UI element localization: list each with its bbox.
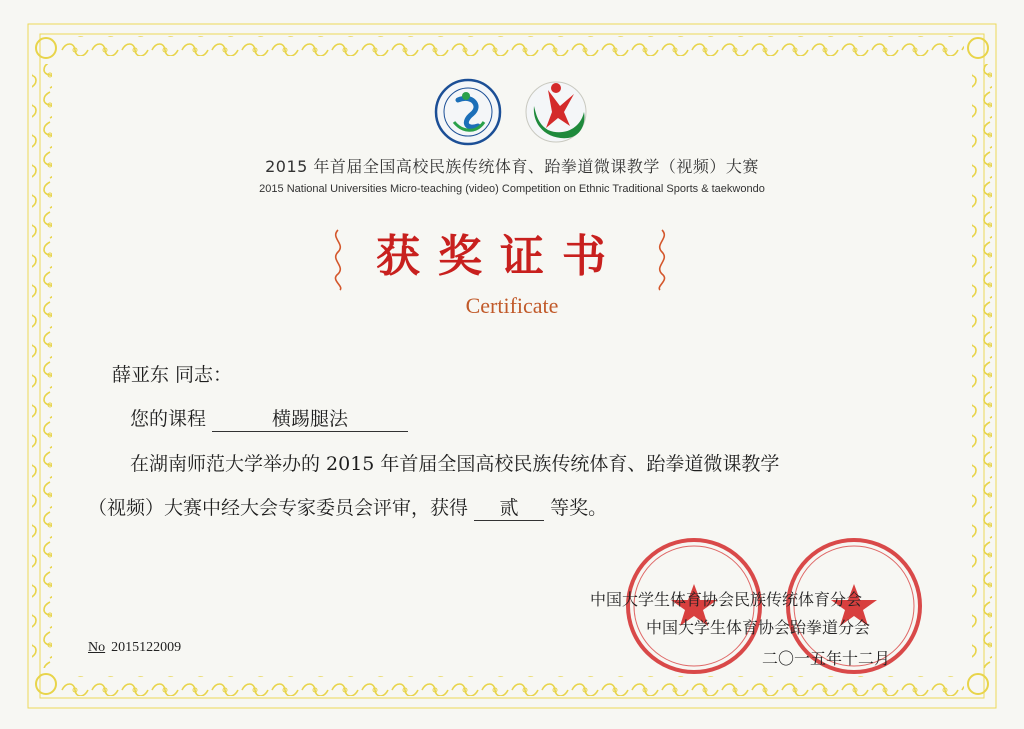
award-paragraph-line1: 在湖南师范大学举办的 2015 年首届全国高校民族传统体育、跆拳道微课教学 — [130, 453, 780, 475]
serial-value: 2015122009 — [111, 640, 182, 655]
serial-number — [88, 640, 181, 656]
issue-date: 二〇一五年十二月 — [762, 649, 891, 668]
certificate-title: 获奖证书 — [376, 231, 624, 282]
issuing-org-2: 中国大学生体育协会跆拳道分会 — [646, 618, 871, 637]
association-logo-left — [436, 80, 500, 144]
issuing-org-1: 中国大学生体育协会民族传统体育分会 — [590, 590, 863, 609]
award-paragraph-suffix: 等奖。 — [550, 497, 608, 519]
award-paragraph-prefix: （视频）大赛中经大会专家委员会评审，获得 — [88, 497, 469, 519]
competition-title-en: 2015 National Universities Micro-teaching (video) Competition on Ethnic Traditional Sports & taekwondo — [259, 183, 765, 195]
heading-block — [330, 222, 670, 292]
logo-group — [0, 78, 1024, 148]
course-line — [130, 404, 408, 432]
award-paragraph-line2 — [88, 493, 607, 521]
association-logo-right — [526, 82, 586, 142]
certificate-subtitle: Certificate — [465, 293, 559, 318]
course-value: 横踢腿法 — [212, 404, 408, 432]
award-level: 贰 — [474, 493, 544, 521]
serial-prefix: No — [88, 640, 106, 655]
competition-title-cn: 2015 年首届全国高校民族传统体育、跆拳道微课教学（视频）大赛 — [265, 157, 759, 176]
recipient-line: 薛亚东 同志： — [112, 364, 233, 386]
course-label: 您的课程 — [130, 408, 207, 430]
